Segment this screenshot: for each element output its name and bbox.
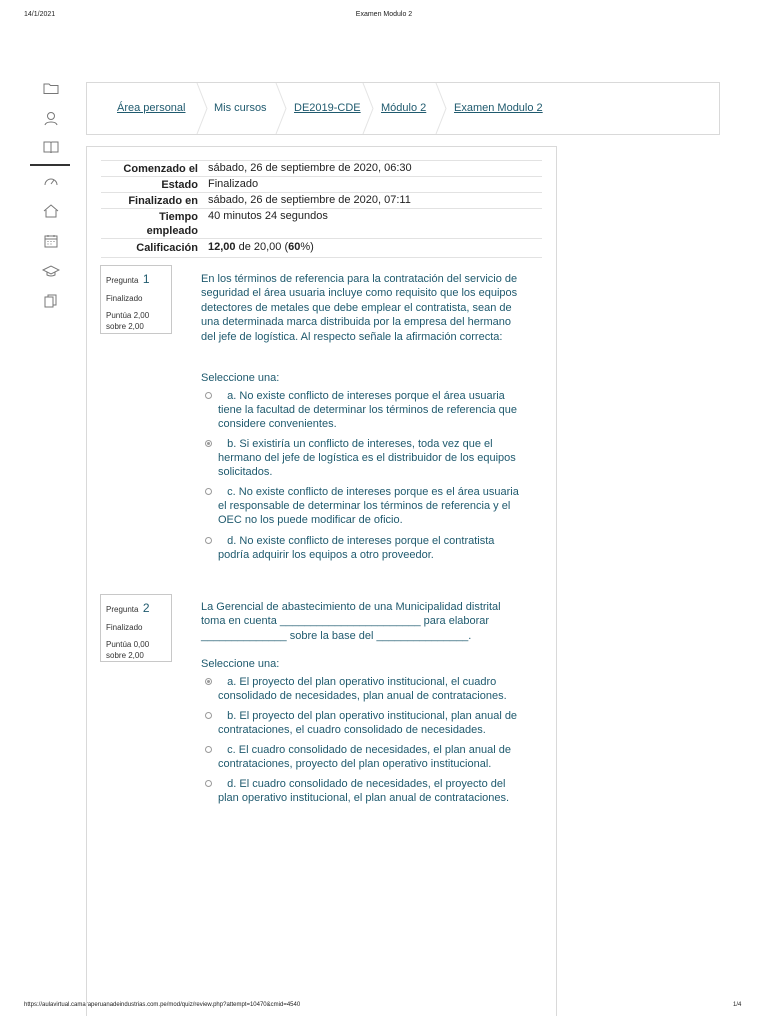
answer-prompt: Seleccione una: <box>201 658 280 670</box>
answer-option: a. El proyecto del plan operativo institucional, el cuadro consolidado de necesidades, plan anual de contrataciones. <box>218 676 507 703</box>
breadcrumb-separator <box>362 83 374 134</box>
breadcrumb-area-personal[interactable]: Área personal <box>117 102 186 114</box>
summary-value: Finalizado <box>208 178 259 190</box>
answer-radio[interactable] <box>205 392 212 399</box>
answer-option: c. El cuadro consolidado de necesidades, el plan anual de contrataciones, proyecto del plan operativo institucional. <box>218 744 511 771</box>
question-text: En los términos de referencia para la contratación del servicio de seguridad el área usuaria incluye como requisito que los equipos detectores de metales que debe emplear el contratista, sean de una determinada marca distribuida por la empresa del hermano del jefe de logística. Al respecto señale la afirmación correcta: <box>201 273 518 343</box>
answer-option: b. El proyecto del plan operativo institucional, plan anual de contrataciones, el cuadro consolidado de necesidades. <box>218 710 518 737</box>
answer-radio[interactable] <box>205 780 212 787</box>
answer-option: d. No existe conflicto de intereses porque el contratista podría adquirir los equipos a otro proveedor. <box>218 535 495 562</box>
question-info-box <box>100 594 172 662</box>
breadcrumb <box>86 82 720 135</box>
answer-option: b. Si existiría un conflicto de intereses, toda vez que el hermano del jefe de logística es el distribuidor de los equipos solicitados. <box>218 438 516 479</box>
summary-value: sábado, 26 de septiembre de 2020, 06:30 <box>208 162 412 174</box>
summary-row-time <box>101 208 542 239</box>
question-label: Pregunta <box>106 276 139 285</box>
summary-value: 40 minutos 24 segundos <box>208 210 328 222</box>
question-score: Puntúa 2,00 sobre 2,00 <box>106 311 150 331</box>
summary-label: Comenzado el <box>123 163 198 175</box>
graduation-cap-icon[interactable] <box>42 262 60 280</box>
summary-value: 12,00 de 20,00 (60%) <box>208 241 314 253</box>
question-text: La Gerencial de abastecimiento de una Municipalidad distrital toma en cuenta _______________________ para elaborar ______________ sobre la base del _______________. <box>201 601 501 642</box>
folder-icon[interactable] <box>42 79 60 97</box>
summary-label: Tiempo empleado <box>146 211 198 237</box>
user-icon[interactable] <box>42 109 60 127</box>
summary-label: Estado <box>161 179 198 191</box>
answer-radio[interactable] <box>205 746 212 753</box>
summary-row-finished <box>101 192 542 209</box>
book-icon[interactable] <box>42 138 60 156</box>
breadcrumb-separator <box>275 83 287 134</box>
breadcrumb-separator <box>196 83 208 134</box>
question-number: 2 <box>142 601 150 615</box>
files-icon[interactable] <box>42 292 60 310</box>
question-score: Puntúa 0,00 sobre 2,00 <box>106 640 150 660</box>
breadcrumb-course[interactable]: DE2019-CDE <box>294 102 361 114</box>
print-url: https://aulavirtual.camaraperuanadeindustrias.com.pe/mod/quiz/review.php?attempt=10470&cmid=4540 <box>24 1002 301 1008</box>
question-info-box <box>100 265 172 334</box>
answer-option: a. No existe conflicto de intereses porque el área usuaria tiene la facultad de determinar los términos de referencia que considere convenientes. <box>218 390 518 431</box>
summary-row-state <box>101 176 542 193</box>
summary-value: sábado, 26 de septiembre de 2020, 07:11 <box>208 194 411 206</box>
summary-label: Calificación <box>136 242 198 254</box>
answer-prompt: Seleccione una: <box>201 372 280 384</box>
question-number: 1 <box>142 272 150 286</box>
answer-option: d. El cuadro consolidado de necesidades, el proyecto del plan operativo institucional, el plan anual de contrataciones. <box>218 778 510 805</box>
home-icon[interactable] <box>42 202 60 220</box>
summary-row-started <box>101 160 542 177</box>
sidebar-active-indicator <box>30 164 70 166</box>
answer-radio[interactable] <box>205 712 212 719</box>
breadcrumb-exam[interactable]: Examen Modulo 2 <box>454 102 543 114</box>
summary-row-grade <box>101 238 542 258</box>
breadcrumb-module[interactable]: Módulo 2 <box>381 102 427 114</box>
answer-radio[interactable] <box>205 537 212 544</box>
breadcrumb-mis-cursos[interactable]: Mis cursos <box>214 102 267 114</box>
answer-radio[interactable] <box>205 488 212 495</box>
print-date: 14/1/2021 <box>24 11 56 18</box>
breadcrumb-separator <box>435 83 447 134</box>
answer-radio-selected[interactable] <box>205 440 212 447</box>
calendar-icon[interactable] <box>42 232 60 250</box>
print-title: Examen Modulo 2 <box>355 11 413 18</box>
question-state: Finalizado <box>106 294 143 303</box>
summary-label: Finalizado en <box>128 195 198 207</box>
dashboard-icon[interactable] <box>42 172 60 190</box>
question-label: Pregunta <box>106 605 139 614</box>
print-page-number: 1/4 <box>733 1002 742 1008</box>
answer-option: c. No existe conflicto de intereses porque es el área usuaria el responsable de determinar los términos de referencia y el OEC no los puede modificar de oficio. <box>218 486 519 527</box>
answer-radio-selected[interactable] <box>205 678 212 685</box>
question-state: Finalizado <box>106 623 143 632</box>
